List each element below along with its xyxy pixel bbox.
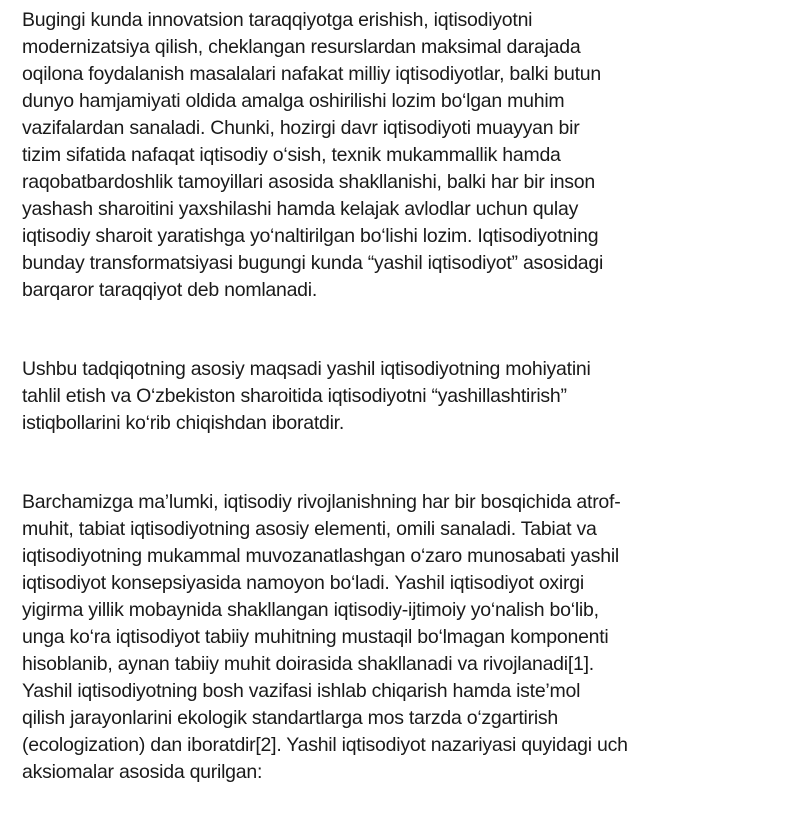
text-line: oqilona foydalanish masalalari nafakat milliy iqtisodiyotlar, balki butun xyxy=(22,63,601,85)
paragraph xyxy=(22,356,628,437)
document-body xyxy=(22,7,628,838)
text-line: Barchamizga ma’lumki, iqtisodiy rivojlanishning har bir bosqichida atrof- xyxy=(22,491,621,513)
text-line: iqtisodiy sharoit yaratishga yo‘naltirilgan bo‘lishi lozim. Iqtisodiyotning xyxy=(22,225,599,247)
text-line: (ecologization) dan iboratdir[2]. Yashil iqtisodiyot nazariyasi quyidagi uch xyxy=(22,734,628,756)
paragraph xyxy=(22,7,628,304)
text-line: unga ko‘ra iqtisodiyot tabiiy muhitning mustaqil bo‘lmagan komponenti xyxy=(22,626,609,648)
text-line: tizim sifatida nafaqat iqtisodiy o‘sish, texnik mukammallik hamda xyxy=(22,144,561,166)
text-line: muhit, tabiat iqtisodiyotning asosiy elementi, omili sanaladi. Tabiat va xyxy=(22,518,597,540)
text-line: iqtisodiyot konsepsiyasida namoyon bo‘ladi. Yashil iqtisodiyot oxirgi xyxy=(22,572,584,594)
text-line: barqaror taraqqiyot deb nomlanadi. xyxy=(22,279,318,301)
text-line: hisoblanib, aynan tabiiy muhit doirasida shakllanadi va rivojlanadi[1]. xyxy=(22,653,594,675)
text-line: Yashil iqtisodiyotning bosh vazifasi ishlab chiqarish hamda iste’mol xyxy=(22,680,581,702)
text-line: dunyo hamjamiyati oldida amalga oshirilishi lozim bo‘lgan muhim xyxy=(22,90,565,112)
text-line: modernizatsiya qilish, cheklangan resurslardan maksimal darajada xyxy=(22,36,581,58)
text-line: Ushbu tadqiqotning asosiy maqsadi yashil iqtisodiyotning mohiyatini xyxy=(22,358,591,380)
text-line: istiqbollarini ko‘rib chiqishdan iboratdir. xyxy=(22,412,345,434)
text-line: Bugingi kunda innovatsion taraqqiyotga erishish, iqtisodiyotni xyxy=(22,9,533,31)
text-line: aksiomalar asosida qurilgan: xyxy=(22,761,263,783)
paragraph xyxy=(22,489,628,786)
text-line: vazifalardan sanaladi. Chunki, hozirgi davr iqtisodiyoti muayyan bir xyxy=(22,117,580,139)
text-line: tahlil etish va O‘zbekiston sharoitida iqtisodiyotni “yashillashtirish” xyxy=(22,385,567,407)
text-line: yigirma yillik mobaynida shakllangan iqtisodiy-ijtimoiy yo‘nalish bo‘lib, xyxy=(22,599,599,621)
text-line: qilish jarayonlarini ekologik standartlarga mos tarzda o‘zgartirish xyxy=(22,707,559,729)
text-line: raqobatbardoshlik tamoyillari asosida shakllanishi, balki har bir inson xyxy=(22,171,595,193)
text-line: iqtisodiyotning mukammal muvozanatlashgan o‘zaro munosabati yashil xyxy=(22,545,619,567)
text-line: yashash sharoitini yaxshilashi hamda kelajak avlodlar uchun qulay xyxy=(22,198,579,220)
text-line: bunday transformatsiyasi bugungi kunda “yashil iqtisodiyot” asosidagi xyxy=(22,252,604,274)
